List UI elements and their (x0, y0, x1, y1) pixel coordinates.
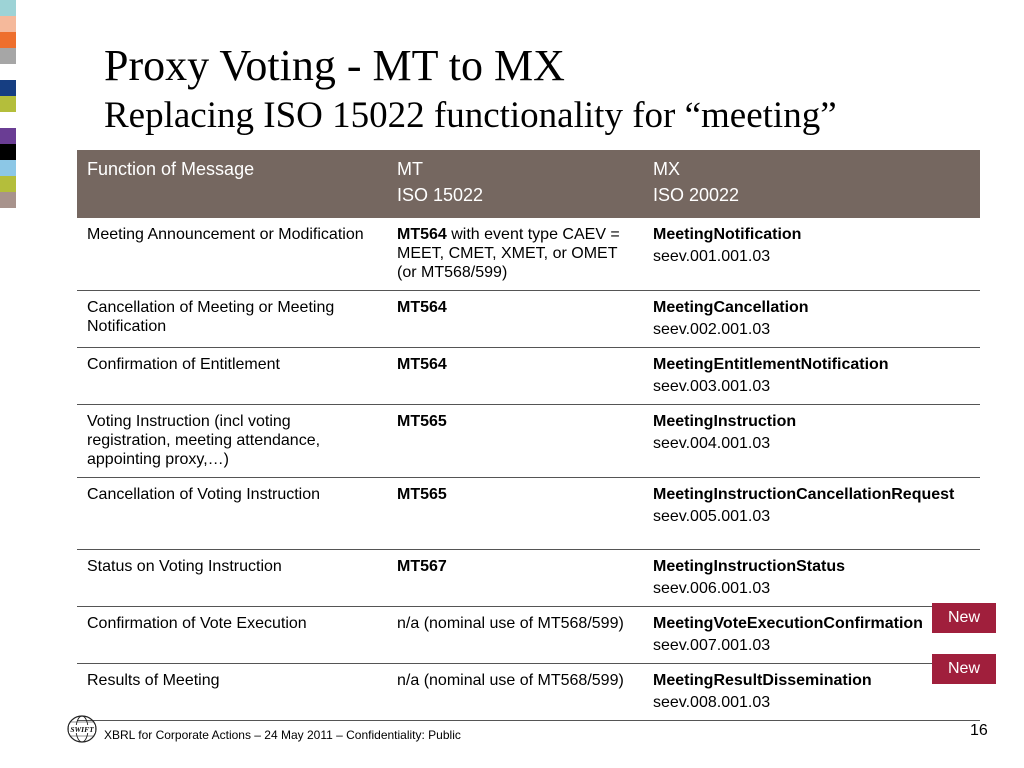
page-number: 16 (970, 722, 988, 739)
mt-cell (387, 218, 643, 291)
strip-block (0, 32, 16, 48)
strip-block (0, 48, 16, 64)
logo-wordmark: SWIFT (70, 725, 94, 734)
table-row (77, 405, 980, 478)
header-mx-label: MX (653, 159, 680, 179)
mapping-table (77, 150, 980, 721)
strip-block (0, 176, 16, 192)
mx-cell (643, 291, 980, 348)
header-mx-standard: ISO 20022 (653, 185, 740, 205)
mx-message-name: MeetingResultDissemination (653, 672, 872, 689)
mx-message-code: seev.003.001.03 (653, 378, 771, 395)
strip-block (0, 144, 16, 160)
function-cell: Confirmation of Vote Execution (77, 607, 387, 664)
table-row (77, 664, 980, 721)
new-badge: New (932, 603, 996, 633)
mx-cell (643, 218, 980, 291)
strip-block (0, 0, 16, 16)
header-mt (387, 150, 643, 218)
mt-code: MT564 (397, 226, 447, 243)
mt-cell (387, 664, 643, 721)
mt-cell (387, 550, 643, 607)
table-header-row (77, 150, 980, 218)
page-title: Proxy Voting - MT to MX (104, 41, 565, 90)
function-cell: Results of Meeting (77, 664, 387, 721)
mt-code: MT565 (397, 413, 447, 430)
footer-text: XBRL for Corporate Actions – 24 May 2011 – Confidentiality: Public (104, 728, 461, 742)
mx-message-code: seev.002.001.03 (653, 321, 771, 338)
mt-cell (387, 405, 643, 478)
mx-message-name: MeetingCancellation (653, 299, 809, 316)
header-function-label: Function of Message (87, 159, 255, 179)
swift-logo-icon (66, 714, 98, 744)
mx-message-code: seev.001.001.03 (653, 248, 771, 265)
mx-message-name: MeetingInstructionStatus (653, 558, 846, 575)
function-cell: Voting Instruction (incl voting registration, meeting attendance, appointing proxy,…) (77, 405, 387, 478)
mt-cell (387, 478, 643, 550)
header-mx (643, 150, 980, 218)
mt-cell (387, 348, 643, 405)
mt-code: MT564 (397, 356, 447, 373)
function-cell: Meeting Announcement or Modification (77, 218, 387, 291)
mx-message-code: seev.005.001.03 (653, 508, 771, 525)
strip-block (0, 96, 16, 112)
mt-detail: n/a (nominal use of MT568/599) (397, 672, 624, 689)
mt-code: MT565 (397, 486, 447, 503)
table-row (77, 550, 980, 607)
page-subtitle: Replacing ISO 15022 functionality for “meeting” (104, 95, 837, 136)
strip-block (0, 160, 16, 176)
strip-block (0, 128, 16, 144)
new-badge: New (932, 654, 996, 684)
strip-block (0, 192, 16, 208)
color-strip (0, 0, 16, 208)
header-mt-standard: ISO 15022 (397, 185, 484, 205)
function-cell: Cancellation of Meeting or Meeting Notification (77, 291, 387, 348)
table-row (77, 607, 980, 664)
mx-message-code: seev.004.001.03 (653, 435, 771, 452)
mt-detail: with event type CAEV = MEET, CMET, XMET, or OMET (or MT568/599) (397, 226, 620, 281)
mx-message-name: MeetingEntitlementNotification (653, 356, 889, 373)
table-row (77, 348, 980, 405)
strip-block (0, 112, 16, 128)
mt-code: MT564 (397, 299, 447, 316)
mx-cell (643, 607, 980, 664)
header-function (77, 150, 387, 218)
mt-detail: n/a (nominal use of MT568/599) (397, 615, 624, 632)
table-row (77, 478, 980, 550)
mx-message-code: seev.007.001.03 (653, 637, 771, 654)
strip-block (0, 16, 16, 32)
function-cell: Status on Voting Instruction (77, 550, 387, 607)
mt-cell (387, 607, 643, 664)
table-row (77, 218, 980, 291)
function-cell: Cancellation of Voting Instruction (77, 478, 387, 550)
mx-message-name: MeetingInstructionCancellationRequest (653, 486, 955, 503)
mx-message-name: MeetingVoteExecutionConfirmation (653, 615, 923, 632)
mx-cell (643, 664, 980, 721)
mx-message-name: MeetingInstruction (653, 413, 797, 430)
strip-block (0, 64, 16, 80)
header-mt-label: MT (397, 159, 423, 179)
mx-cell (643, 478, 980, 550)
mx-message-code: seev.006.001.03 (653, 580, 771, 597)
mx-message-name: MeetingNotification (653, 226, 802, 243)
mx-message-code: seev.008.001.03 (653, 694, 771, 711)
mx-cell (643, 405, 980, 478)
strip-block (0, 80, 16, 96)
mt-code: MT567 (397, 558, 447, 575)
function-cell: Confirmation of Entitlement (77, 348, 387, 405)
table-row (77, 291, 980, 348)
mx-cell (643, 550, 980, 607)
mt-cell (387, 291, 643, 348)
mx-cell (643, 348, 980, 405)
